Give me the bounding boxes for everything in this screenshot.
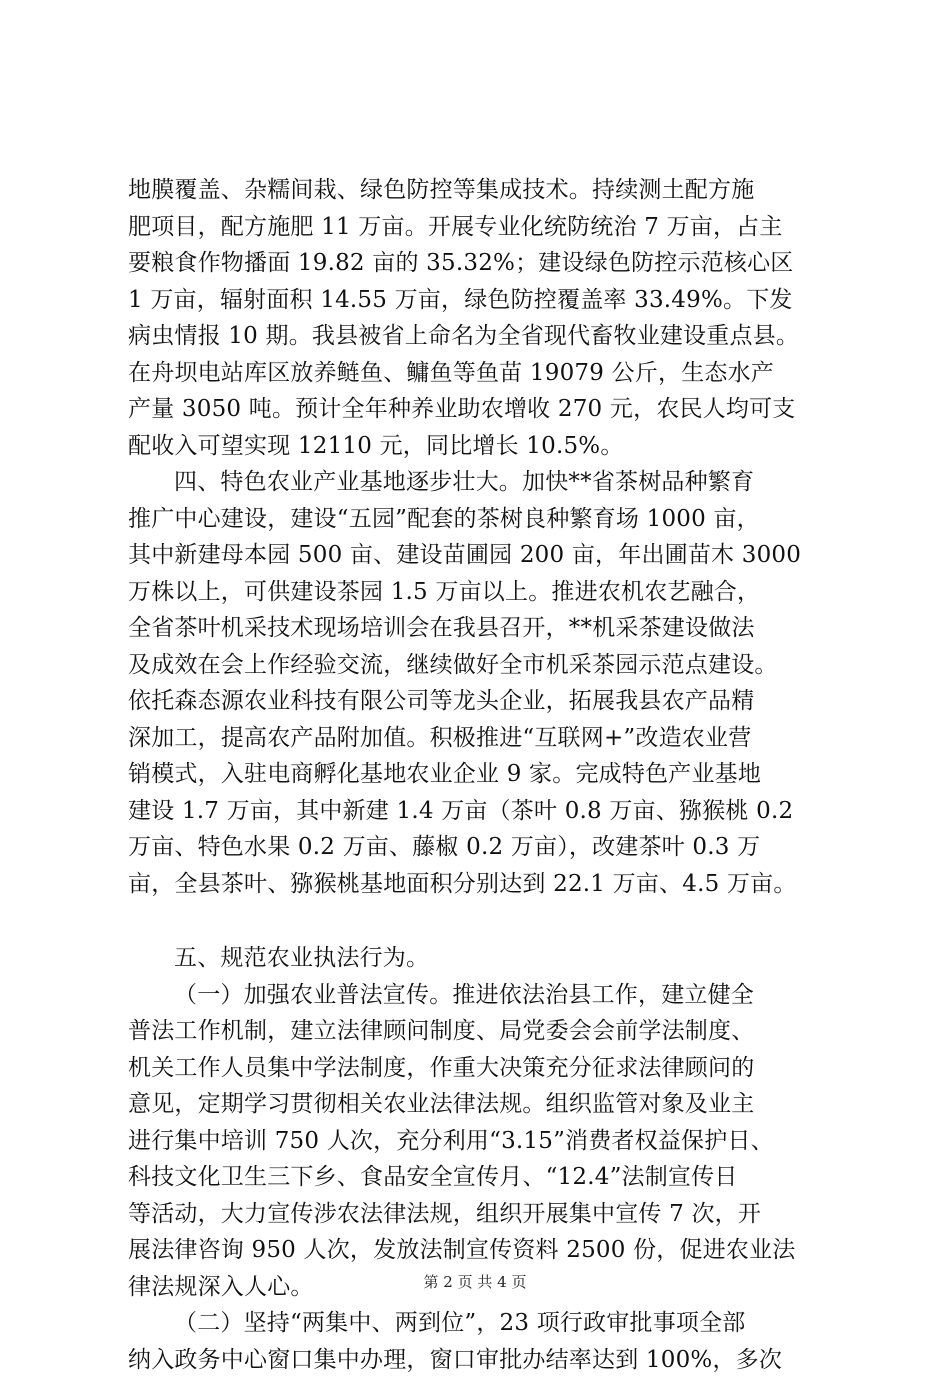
text-line: 亩，全县茶叶、猕猴桃基地面积分别达到 22.1 万亩、4.5 万亩。 bbox=[128, 866, 848, 903]
text-line: （一）加强农业普法宣传。推进依法治县工作，建立健全 bbox=[128, 977, 848, 1014]
text-line: 要粮食作物播面 19.82 亩的 35.32%；建设绿色防控示范核心区 bbox=[128, 245, 848, 282]
text-line: 意见，定期学习贯彻相关农业法律法规。组织监管对象及业主 bbox=[128, 1086, 848, 1123]
paragraph-legal-publicity bbox=[128, 977, 848, 1306]
text-line: 深加工，提高农产品附加值。积极推进“互联网+”改造农业营 bbox=[128, 720, 848, 757]
text-line: 普法工作机制，建立法律顾问制度、局党委会会前学法制度、 bbox=[128, 1013, 848, 1050]
text-line: 进行集中培训 750 人次，充分利用“3.15”消费者权益保护日、 bbox=[128, 1123, 848, 1160]
text-line: 纳入政务中心窗口集中办理，窗口审批办结率达到 100%，多次 bbox=[128, 1342, 848, 1378]
text-line: 全省茶叶机采技术现场培训会在我县召开，**机采茶建设做法 bbox=[128, 610, 848, 647]
text-line: 展法律咨询 950 人次，发放法制宣传资料 2500 份，促进农业法 bbox=[128, 1232, 848, 1269]
text-line: 律法规深入人心。 bbox=[128, 1269, 848, 1306]
text-line: 1 万亩，辐射面积 14.55 万亩，绿色防控覆盖率 33.49%。下发 bbox=[128, 282, 848, 319]
text-line: 产量 3050 吨。预计全年种养业助农增收 270 元，农民人均可支 bbox=[128, 391, 848, 428]
text-line: 地膜覆盖、杂糯间栽、绿色防控等集成技术。持续测土配方施 bbox=[128, 172, 848, 209]
text-line: 依托森态源农业科技有限公司等龙头企业，拓展我县农产品精 bbox=[128, 683, 848, 720]
paragraph-yields bbox=[128, 172, 848, 464]
paragraph-administrative-approval bbox=[128, 1305, 848, 1378]
text-line: 推广中心建设，建设“五园”配套的茶树良种繁育场 1000 亩， bbox=[128, 501, 848, 538]
text-line: 在舟坝电站库区放养鲢鱼、鳙鱼等鱼苗 19079 公斤，生态水产 bbox=[128, 355, 848, 392]
text-line: 配收入可望实现 12110 元，同比增长 10.5%。 bbox=[128, 428, 848, 465]
paragraph-specialty-agriculture bbox=[128, 464, 848, 902]
section-heading-5: 五、规范农业执法行为。 bbox=[128, 940, 848, 977]
text-line: 销模式，入驻电商孵化基地农业企业 9 家。完成特色产业基地 bbox=[128, 756, 848, 793]
text-line: 其中新建母本园 500 亩、建设苗圃园 200 亩，年出圃苗木 3000 bbox=[128, 537, 848, 574]
text-line: （二）坚持“两集中、两到位”，23 项行政审批事项全部 bbox=[128, 1305, 848, 1342]
text-line: 万亩、特色水果 0.2 万亩、藤椒 0.2 万亩），改建茶叶 0.3 万 bbox=[128, 829, 848, 866]
paragraph-gap bbox=[128, 902, 848, 940]
section-heading-4: 四、特色农业产业基地逐步壮大。加快**省茶树品种繁育 bbox=[128, 464, 848, 501]
document-body bbox=[128, 172, 848, 1378]
page-number-footer: 第 2 页 共 4 页 bbox=[0, 1272, 950, 1292]
text-line: 机关工作人员集中学法制度，作重大决策充分征求法律顾问的 bbox=[128, 1050, 848, 1087]
text-line: 建设 1.7 万亩，其中新建 1.4 万亩（茶叶 0.8 万亩、猕猴桃 0.2 bbox=[128, 793, 848, 830]
text-line: 肥项目，配方施肥 11 万亩。开展专业化统防统治 7 万亩，占主 bbox=[128, 209, 848, 246]
text-line: 万株以上，可供建设茶园 1.5 万亩以上。推进农机农艺融合， bbox=[128, 574, 848, 611]
text-line: 等活动，大力宣传涉农法律法规，组织开展集中宣传 7 次，开 bbox=[128, 1196, 848, 1233]
text-line: 病虫情报 10 期。我县被省上命名为全省现代畜牧业建设重点县。 bbox=[128, 318, 848, 355]
text-line: 科技文化卫生三下乡、食品安全宣传月、“12.4”法制宣传日 bbox=[128, 1159, 848, 1196]
text-line: 及成效在会上作经验交流，继续做好全市机采茶园示范点建设。 bbox=[128, 647, 848, 684]
